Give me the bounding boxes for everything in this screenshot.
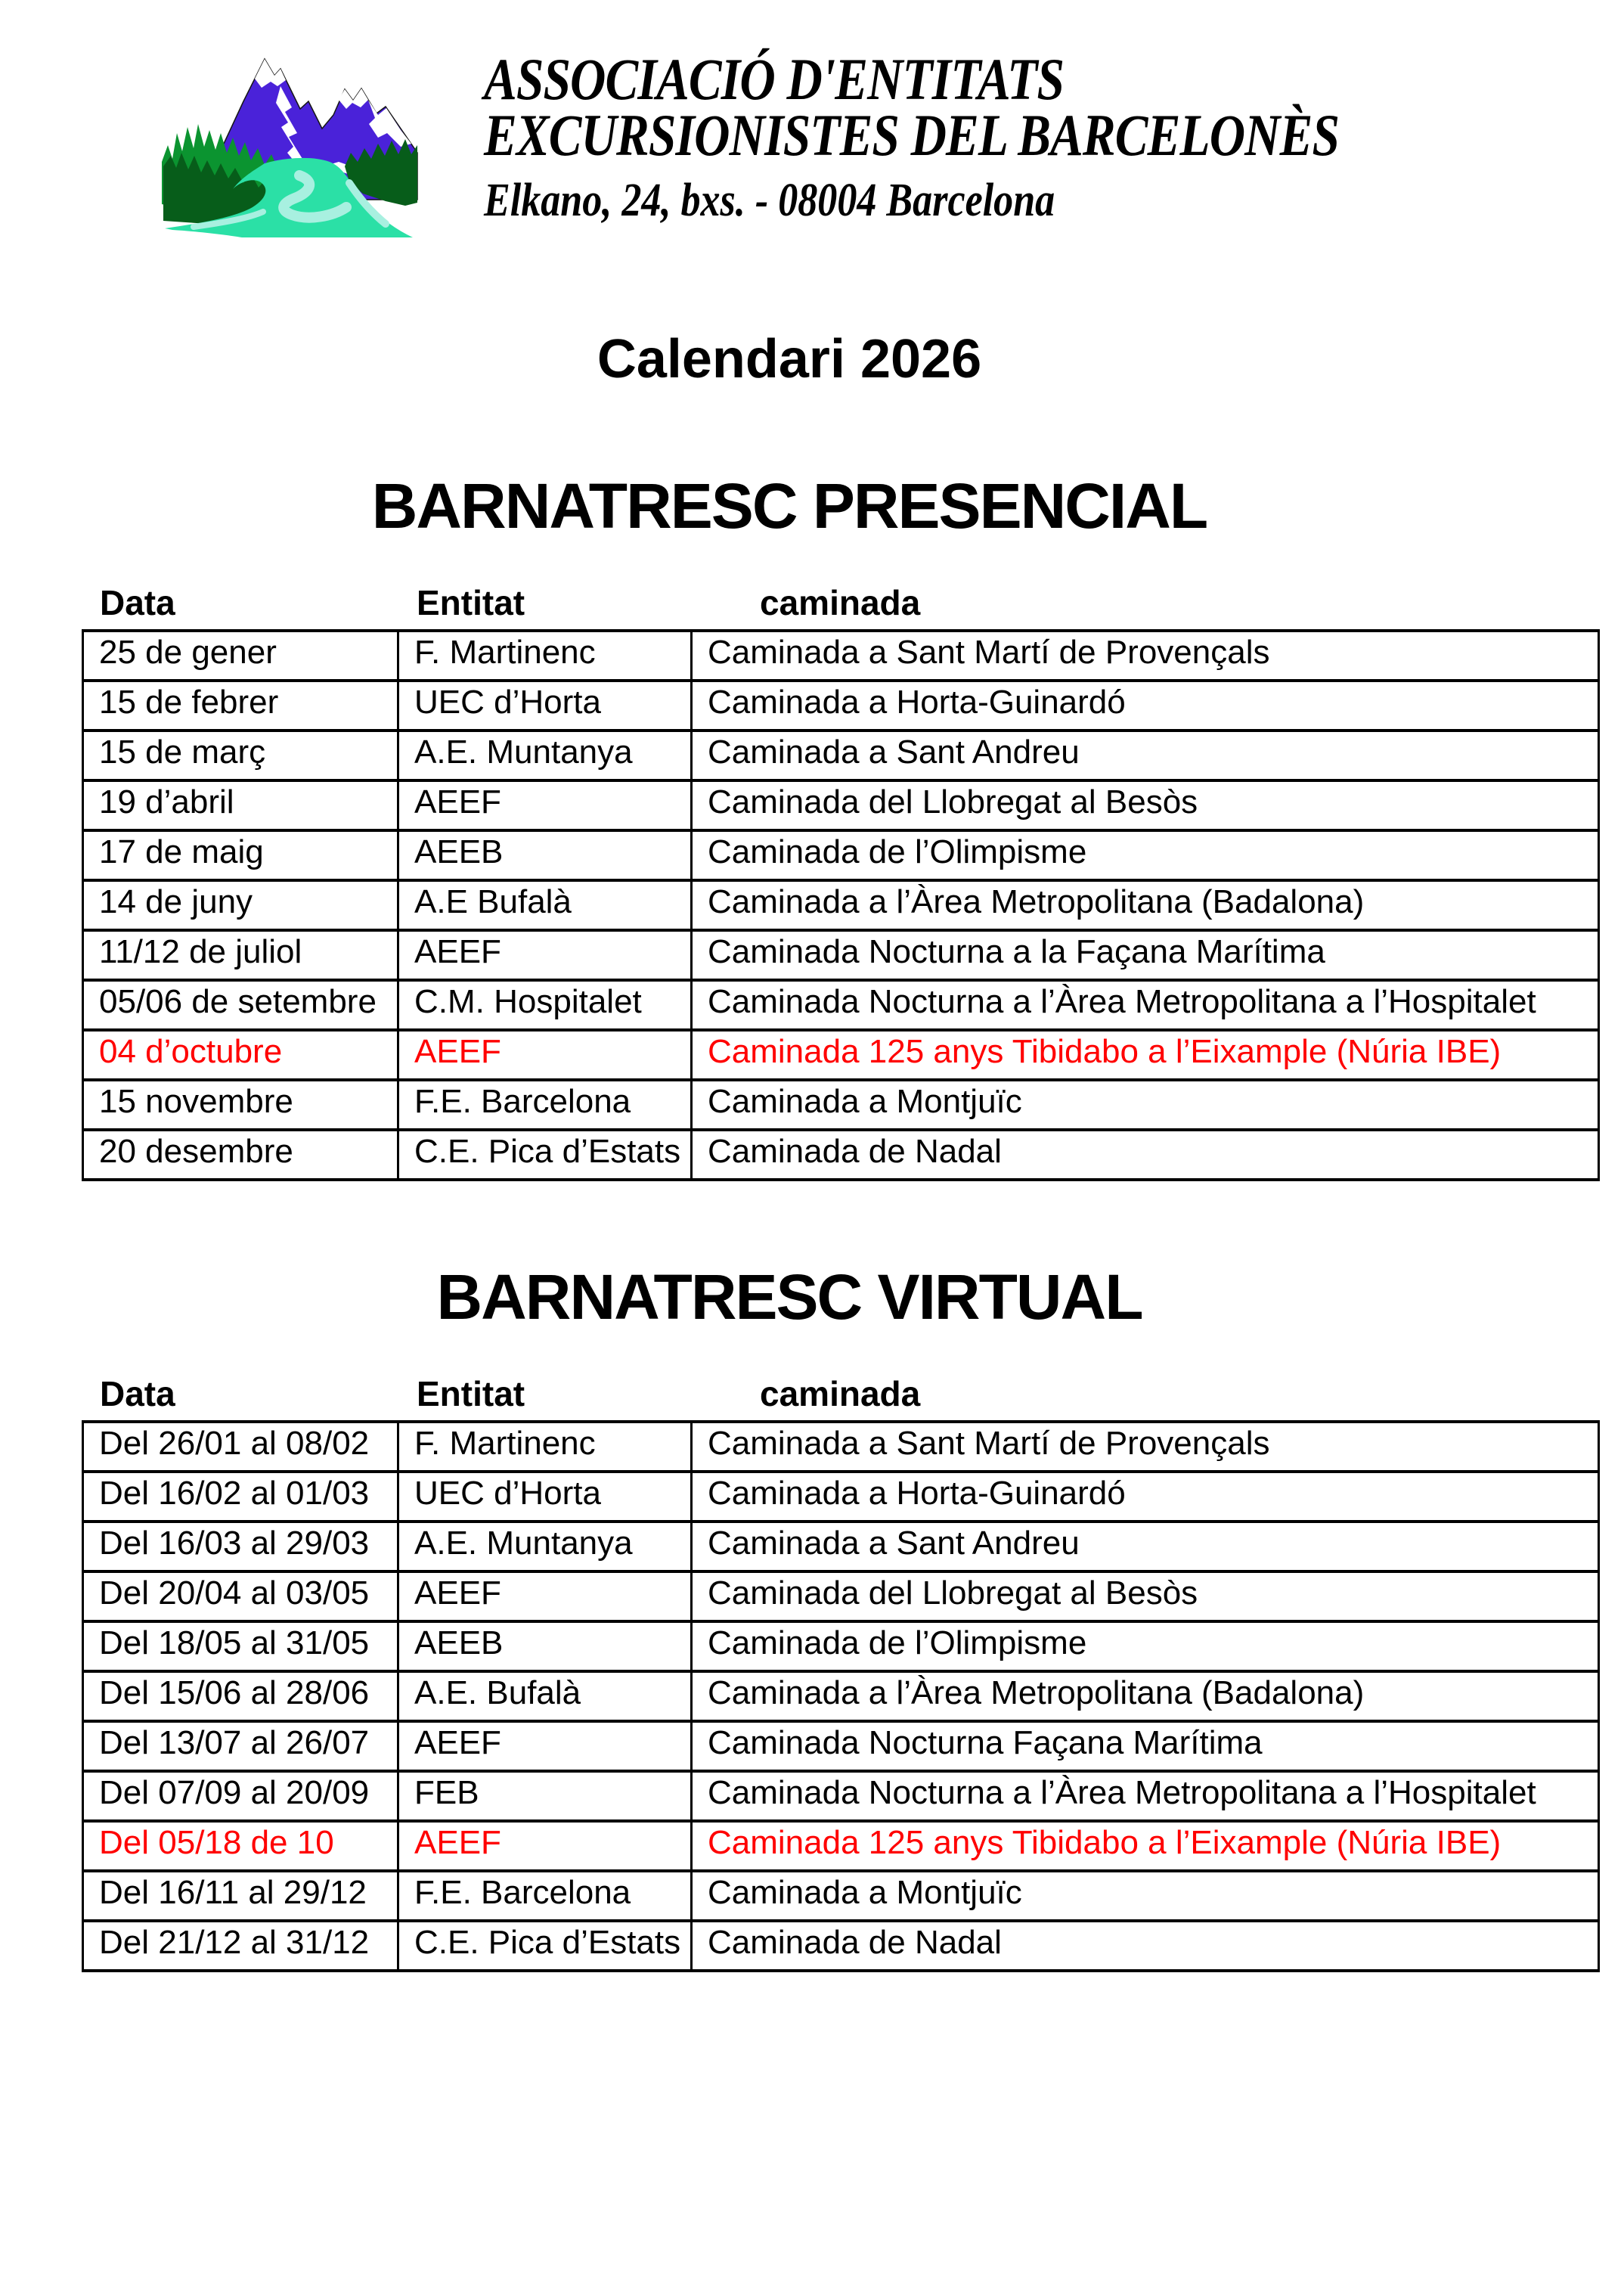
table-row: [83, 1771, 1599, 1821]
table-row: [83, 1671, 1599, 1721]
table-row: [83, 1030, 1599, 1080]
table-cell: FEB: [398, 1771, 692, 1821]
table-cell: AEEF: [398, 1571, 692, 1621]
table-cell: Del 20/04 al 03/05: [83, 1571, 398, 1621]
table-cell: F.E. Barcelona: [398, 1871, 692, 1921]
table-row: [83, 1522, 1599, 1571]
table-row: [83, 681, 1599, 731]
mountains-river-logo-svg: [151, 48, 423, 237]
table-row: [83, 1422, 1599, 1472]
table-row: [83, 980, 1599, 1030]
table-cell: AEEB: [398, 1621, 692, 1671]
table-cell: 19 d’abril: [83, 780, 398, 830]
table-cell: AEEF: [398, 1030, 692, 1080]
calendar-table-virtual: [82, 1420, 1600, 1972]
org-text-block: [484, 44, 1339, 225]
table-cell: Caminada a Sant Andreu: [692, 731, 1599, 780]
table-row: [83, 1571, 1599, 1621]
calendar-table-presencial: [82, 629, 1600, 1181]
table-cell: AEEF: [398, 1721, 692, 1771]
page-title: Calendari 2026: [597, 329, 982, 389]
table-row: [83, 1821, 1599, 1871]
section-title-presencial: BARNATRESC PRESENCIAL: [371, 470, 1207, 541]
table-cell: 11/12 de juliol: [83, 930, 398, 980]
table-cell: Caminada 125 anys Tibidabo a l’Eixample (Núria IBE): [692, 1030, 1599, 1080]
table-cell: Caminada a Sant Martí de Provençals: [692, 1422, 1599, 1472]
table-row: [83, 731, 1599, 780]
table-cell: C.M. Hospitalet: [398, 980, 692, 1030]
table-cell: Del 13/07 al 26/07: [83, 1721, 398, 1771]
table-cell: AEEB: [398, 830, 692, 880]
table-cell: Del 16/02 al 01/03: [83, 1472, 398, 1522]
table-cell: Caminada a Sant Martí de Provençals: [692, 631, 1599, 681]
table-cell: Caminada Nocturna a la Façana Marítima: [692, 930, 1599, 980]
table-cell: A.E. Muntanya: [398, 731, 692, 780]
table-cell: Caminada de l’Olimpisme: [692, 830, 1599, 880]
column-labels-presencial: [82, 582, 1624, 623]
table-row: [83, 1080, 1599, 1130]
table-cell: AEEF: [398, 930, 692, 980]
table-cell: Caminada del Llobregat al Besòs: [692, 1571, 1599, 1621]
table-cell: AEEF: [398, 1821, 692, 1871]
table-cell: Caminada a Montjuïc: [692, 1080, 1599, 1130]
table-cell: AEEF: [398, 780, 692, 830]
column-labels-virtual: [82, 1373, 1624, 1414]
column-header-caminada: caminada: [760, 583, 921, 622]
table-cell: A.E. Muntanya: [398, 1522, 692, 1571]
table-cell: C.E. Pica d’Estats: [398, 1130, 692, 1180]
table-cell: Caminada a Horta-Guinardó: [692, 681, 1599, 731]
letterhead: [151, 44, 1624, 237]
table-cell: Caminada Nocturna a l’Àrea Metropolitana a l’Hospitalet: [692, 1771, 1599, 1821]
table-cell: Del 05/18 de 10: [83, 1821, 398, 1871]
table-cell: Caminada Nocturna Façana Marítima: [692, 1721, 1599, 1771]
table-row: [83, 1621, 1599, 1671]
table-cell: 17 de maig: [83, 830, 398, 880]
table-row: [83, 780, 1599, 830]
table-row: [83, 930, 1599, 980]
column-header-entitat: Entitat: [417, 1374, 525, 1413]
table-row: [83, 1472, 1599, 1522]
table-cell: Caminada del Llobregat al Besòs: [692, 780, 1599, 830]
org-name-line1: ASSOCIACIÓ D'ENTITATS: [484, 46, 1065, 112]
column-header-caminada: caminada: [760, 1374, 921, 1413]
table-row: [83, 1871, 1599, 1921]
table-cell: C.E. Pica d’Estats: [398, 1921, 692, 1971]
table-cell: Del 16/03 al 29/03: [83, 1522, 398, 1571]
table-row: [83, 1130, 1599, 1180]
table-row: [83, 631, 1599, 681]
table-cell: Caminada de Nadal: [692, 1130, 1599, 1180]
org-address: Elkano, 24, bxs. - 08004 Barcelona: [484, 175, 1055, 226]
table-cell: 14 de juny: [83, 880, 398, 930]
table-cell: 15 de febrer: [83, 681, 398, 731]
table-cell: Caminada de l’Olimpisme: [692, 1621, 1599, 1671]
table-cell: 15 de març: [83, 731, 398, 780]
table-row: [83, 830, 1599, 880]
table-cell: A.E. Bufalà: [398, 1671, 692, 1721]
table-cell: Caminada de Nadal: [692, 1921, 1599, 1971]
table-cell: Del 16/11 al 29/12: [83, 1871, 398, 1921]
table-cell: 15 novembre: [83, 1080, 398, 1130]
table-cell: A.E Bufalà: [398, 880, 692, 930]
table-cell: Caminada a Sant Andreu: [692, 1522, 1599, 1571]
table-cell: Del 21/12 al 31/12: [83, 1921, 398, 1971]
table-cell: F.E. Barcelona: [398, 1080, 692, 1130]
table-cell: Caminada 125 anys Tibidabo a l’Eixample (Núria IBE): [692, 1821, 1599, 1871]
section-barnatresc-presencial: [0, 470, 1624, 1181]
column-header-entitat: Entitat: [417, 583, 525, 622]
table-cell: UEC d’Horta: [398, 681, 692, 731]
table-cell: Caminada a l’Àrea Metropolitana (Badalona): [692, 1671, 1599, 1721]
table-cell: Del 15/06 al 28/06: [83, 1671, 398, 1721]
column-header-data: Data: [100, 1374, 175, 1413]
column-header-data: Data: [100, 583, 175, 622]
table-cell: F. Martinenc: [398, 1422, 692, 1472]
org-name-line2: EXCURSIONISTES DEL BARCELONÈS: [484, 102, 1340, 168]
table-cell: 20 desembre: [83, 1130, 398, 1180]
table-cell: Del 26/01 al 08/02: [83, 1422, 398, 1472]
table-cell: 05/06 de setembre: [83, 980, 398, 1030]
table-cell: 25 de gener: [83, 631, 398, 681]
table-row: [83, 1921, 1599, 1971]
table-cell: UEC d’Horta: [398, 1472, 692, 1522]
table-cell: F. Martinenc: [398, 631, 692, 681]
table-cell: Del 07/09 al 20/09: [83, 1771, 398, 1821]
mountains-river-logo: [151, 48, 423, 237]
table-row: [83, 880, 1599, 930]
table-cell: 04 d’octubre: [83, 1030, 398, 1080]
table-cell: Del 18/05 al 31/05: [83, 1621, 398, 1671]
section-barnatresc-virtual: [0, 1261, 1624, 1972]
table-row: [83, 1721, 1599, 1771]
table-cell: Caminada a Montjuïc: [692, 1871, 1599, 1921]
table-cell: Caminada a l’Àrea Metropolitana (Badalona): [692, 880, 1599, 930]
section-title-virtual: BARNATRESC VIRTUAL: [436, 1261, 1142, 1332]
table-cell: Caminada a Horta-Guinardó: [692, 1472, 1599, 1522]
table-cell: Caminada Nocturna a l’Àrea Metropolitana a l’Hospitalet: [692, 980, 1599, 1030]
